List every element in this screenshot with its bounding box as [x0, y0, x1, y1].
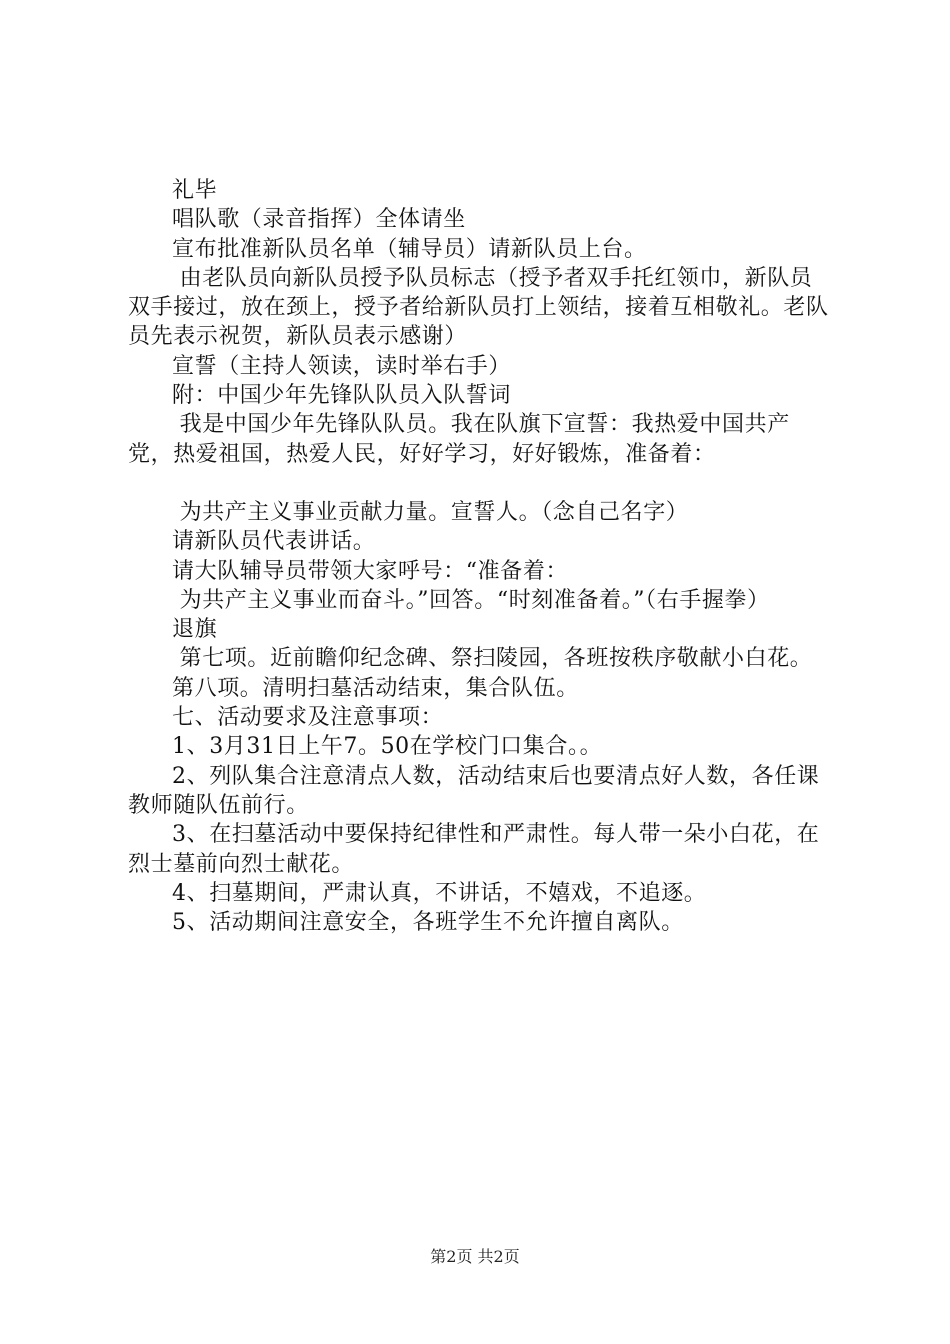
- paragraph: 附：中国少年先锋队队员入队誓词: [172, 383, 512, 409]
- document-body: [128, 176, 832, 937]
- paragraph: 退旗: [172, 617, 218, 643]
- paragraph: 3、在扫墓活动中要保持纪律性和严肃性。每人带一朵小白花，在烈士墓前向烈士献花。: [128, 822, 820, 877]
- paragraph: 5、活动期间注意安全，各班学生不允许擅自离队。: [172, 910, 684, 936]
- paragraph: 第七项。近前瞻仰纪念碑、祭扫陵园，各班按秩序敬献小白花。: [172, 646, 813, 672]
- page-footer: [0, 1244, 950, 1267]
- paragraph: 1、3月31日上午7。50在学校门口集合。。: [172, 734, 603, 760]
- paragraph: 请新队员代表讲话。: [172, 529, 376, 555]
- paragraph: 4、扫墓期间，严肃认真，不讲话，不嬉戏，不追逐。: [172, 880, 707, 906]
- paragraph: 礼毕: [172, 178, 218, 203]
- paragraph: 宣布批准新队员名单（辅导员）请新队员上台。: [172, 236, 647, 262]
- paragraph: 为共产主义事业而奋斗。”回答。“时刻准备着。”（右手握拳）: [172, 587, 770, 613]
- page-number: 第2页 共2页: [430, 1247, 520, 1266]
- paragraph: 为共产主义事业贡献力量。宣誓人。（念自己名字）: [172, 499, 689, 525]
- paragraph: 七、活动要求及注意事项：: [172, 705, 444, 731]
- paragraph: 第八项。清明扫墓活动结束，集合队伍。: [172, 675, 579, 701]
- paragraph: 由老队员向新队员授予队员标志（授予者双手托红领巾，新队员双手接过，放在颈上，授予者给新队员打上领结，接着互相敬礼。老队员先表示祝贺，新队员表示感谢）: [128, 265, 829, 350]
- paragraph: 2、列队集合注意清点人数，活动结束后也要清点好人数，各任课教师随队伍前行。: [128, 763, 820, 818]
- paragraph: 请大队辅导员带领大家呼号：“准备着：: [172, 558, 569, 584]
- paragraph: 唱队歌（录音指挥）全体请坐: [172, 207, 466, 233]
- paragraph: 宣誓（主持人领读，读时举右手）: [172, 353, 512, 379]
- blank-line: [128, 469, 832, 498]
- paragraph: 我是中国少年先锋队队员。我在队旗下宣誓：我热爱中国共产党，热爱祖国，热爱人民，好好学习，好好锻炼，准备着：: [128, 412, 790, 467]
